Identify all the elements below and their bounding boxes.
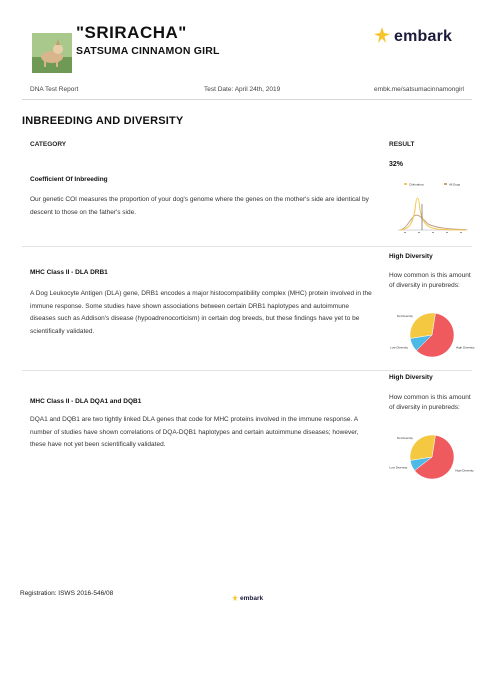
drb1-title: MHC Class II - DLA DRB1 xyxy=(30,269,108,276)
test-date: Test Date: April 24th, 2019 xyxy=(204,86,281,93)
meta-divider xyxy=(22,99,472,100)
coi-title: Coefficient Of Inbreeding xyxy=(30,176,108,183)
report-header xyxy=(0,0,494,84)
footer-logo-text: embark xyxy=(240,594,264,602)
coi-axis-ticks xyxy=(404,232,462,233)
category-column-header: CATEGORY xyxy=(30,141,67,148)
drb1-description: A Dog Leukocyte Antigen (DLA) gene, DRB1 encodes a major histocompatibility complex (MHC) protein involved in the immune response. Some studies have shown associations between certain DRB1 haplotypes and autoimmune diseases such as Addison's disease (hypoadrenocorticism) in certain dog breeds, but these findings have yet to be scientifically validated. xyxy=(30,290,372,335)
legend-label-breed: Chihuahua xyxy=(409,182,424,187)
pie-slice xyxy=(410,313,435,338)
drb1-question: How common is this amount of diversity in purebreds: xyxy=(389,272,471,289)
section-title: INBREEDING AND DIVERSITY xyxy=(22,115,184,127)
breed-curve xyxy=(400,198,466,230)
coi-result: 32% xyxy=(389,161,404,168)
drb1-pie-chart xyxy=(390,304,475,364)
embark-star-icon xyxy=(231,589,239,607)
embark-star-icon xyxy=(372,25,392,50)
drb1-result: High Diversity xyxy=(389,253,433,260)
dog-registered-name: SATSUMA CINNAMON GIRL xyxy=(76,45,220,57)
legend-label-all: All Dogs xyxy=(449,182,461,187)
embark-logo xyxy=(372,26,452,48)
footer-embark-logo xyxy=(231,589,263,607)
pie-slice-label: Low Diversity xyxy=(389,465,408,470)
report-meta xyxy=(30,86,464,100)
embark-logo-text: embark xyxy=(394,28,453,45)
dqa-description: DQA1 and DQB1 are two tightly linked DLA genes that code for MHC proteins involved in the immune response. A number of studies have shown correlations of DQA-DQB1 haplotypes and certain autoimmune diseases; however, these have not yet been scientifically validated. xyxy=(30,416,359,449)
row-divider xyxy=(22,370,472,371)
report-type: DNA Test Report xyxy=(30,86,79,93)
registration-number: Registration: ISWS 2016-546/08 xyxy=(20,590,114,597)
pie-slice-label: High Diversity xyxy=(456,345,475,350)
pie-slice-label: No Diversity xyxy=(396,313,413,318)
dqa-question: How common is this amount of diversity in purebreds: xyxy=(389,394,471,411)
pie-slice-label: High Diversity xyxy=(455,468,474,473)
dqa-pie-chart xyxy=(389,426,474,486)
coi-distribution-chart xyxy=(392,180,472,238)
dqa-result: High Diversity xyxy=(389,374,433,381)
pie-slice-label: No Diversity xyxy=(396,435,413,440)
row-divider xyxy=(22,246,472,247)
legend-swatch-breed xyxy=(404,183,407,185)
coi-description: Our genetic COI measures the proportion of your dog's genome where the genes on the mother's side are identical by descent to those on the father's side. xyxy=(30,196,369,216)
legend-swatch-all xyxy=(444,183,447,185)
dog-name: "SRIRACHA" xyxy=(76,23,187,42)
profile-url: embk.me/satsumacinnamongirl xyxy=(374,86,464,93)
dog-avatar xyxy=(32,33,72,73)
dqa-title: MHC Class II - DLA DQA1 and DQB1 xyxy=(30,398,142,405)
result-column-header: RESULT xyxy=(389,141,415,148)
pie-slice-label: Low Diversity xyxy=(390,345,408,350)
pie-slice xyxy=(410,435,435,460)
